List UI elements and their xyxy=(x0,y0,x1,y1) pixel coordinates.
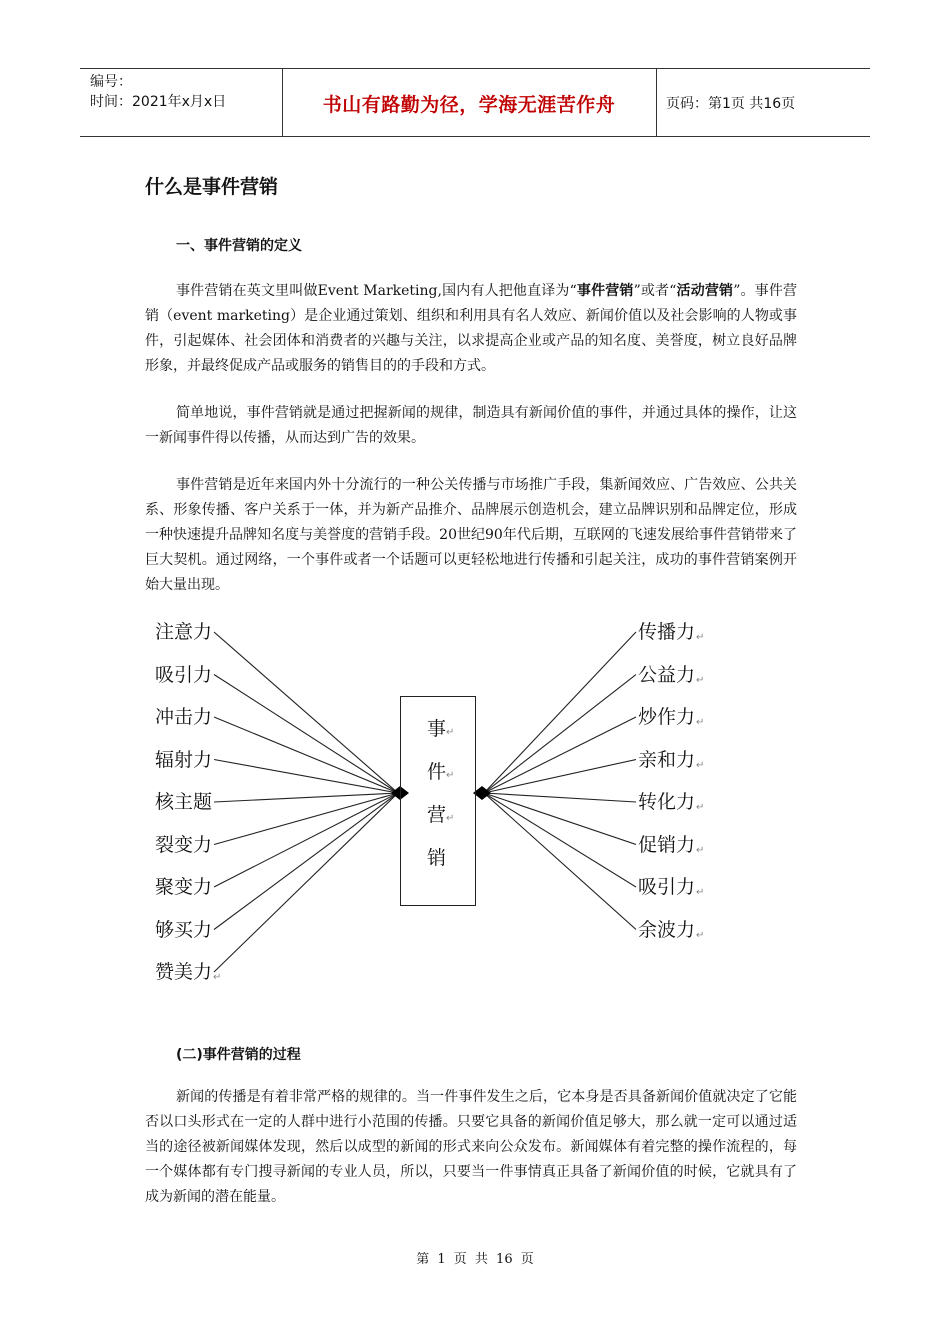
left-label-5: 核主题 xyxy=(155,791,213,813)
center-char-2: 件↵ xyxy=(427,761,455,783)
header-motto: 书山有路勤为径，学海无涯苦作舟 xyxy=(322,94,616,116)
right-label-1: 传播力↵ xyxy=(638,621,705,643)
left-connector-3 xyxy=(214,717,398,793)
right-connector-1 xyxy=(484,632,636,793)
right-connector-3 xyxy=(484,717,636,793)
date-line: 时间：2021年x月x日 xyxy=(90,94,227,110)
right-label-7: 吸引力↵ xyxy=(638,876,705,898)
left-connector-7 xyxy=(214,793,398,887)
right-label-4: 亲和力↵ xyxy=(638,748,705,771)
p1-text-2: ”或者“ xyxy=(633,283,677,299)
p1-bold-2: 活动营销 xyxy=(676,283,734,299)
right-connector-7 xyxy=(484,793,636,887)
document-title: 什么是事件营销 xyxy=(145,176,279,198)
section2-paragraph-1: 新闻的传播是有着非常严格的规律的。当一件事件发生之后，它本身是否具备新闻价值就决定了它能否以口头形式在一定的人群中进行小范围的传播。只要它具备的新闻价值足够大，那么就一定可以通过适当的途径被新闻媒体发现，然后以成型的新闻的形式来向公众发布。新闻媒体有着完整的操作流程的，每一个媒体都有专门搜寻新闻的专业人员，所以，只要当一件事情真正具备了新闻价值的时候，它就具有了成为新闻的潜在能量。 xyxy=(145,1089,797,1205)
section1-heading: 一、事件营销的定义 xyxy=(176,238,302,254)
left-label-6: 裂变力 xyxy=(155,833,213,856)
left-connector-4 xyxy=(214,760,398,794)
right-label-3: 炒作力↵ xyxy=(638,706,705,728)
left-label-2: 吸引力 xyxy=(155,663,213,686)
section1-paragraph-2: 简单地说，事件营销就是通过把握新闻的规律，制造具有新闻价值的事件，并通过具体的操作，让这一新闻事件得以传播，从而达到广告的效果。 xyxy=(145,405,797,446)
right-connector-4 xyxy=(484,760,636,794)
p1-text-3: ”。事件营销（event marketing）是企业通过策划、组织和利用具有名人效应、新闻价值以及社会影响的人物或事件，引起媒体、社会团体和消费者的兴趣与关注，以求提高企业或产品的知名度、美誉度，树立良好品牌形象，并最终促成产品或服务的销售目的的手段和方式。 xyxy=(145,283,797,374)
left-connector-1 xyxy=(214,632,398,793)
p1-text-1: 事件营销在英文里叫做Event Marketing,国内有人把他直译为“ xyxy=(176,283,577,299)
left-label-3: 冲击力 xyxy=(155,706,213,728)
section2-heading: (二)事件营销的过程 xyxy=(176,1047,301,1063)
header-page-info: 页码：第1页 共16页 xyxy=(666,96,796,112)
serial-label: 编号： xyxy=(90,74,132,90)
left-label-4: 辐射力 xyxy=(155,748,213,771)
right-connector-8 xyxy=(484,793,636,930)
right-connector-2 xyxy=(484,675,636,794)
right-label-2: 公益力↵ xyxy=(638,663,705,686)
left-connector-8 xyxy=(214,793,398,930)
section1-paragraph-3: 事件营销是近年来国内外十分流行的一种公关传播与市场推广手段，集新闻效应、广告效应、公共关系、形象传播、客户关系于一体，并为新产品推介、品牌展示创造机会，建立品牌识别和品牌定位，形成一种快速提升品牌知名度与美誉度的营销手段。20世纪90年代后期，互联网的飞速发展给事件营销带来了巨大契机。通过网络，一个事件或者一个话题可以更轻松地进行传播和引起关注，成功的事件营销案例开始大量出现。 xyxy=(145,477,797,593)
right-label-8: 余波力↵ xyxy=(638,918,705,941)
left-label-9: 赞美力↵ xyxy=(155,961,222,983)
right-label-5: 转化力↵ xyxy=(638,791,705,813)
right-label-6: 促销力↵ xyxy=(638,833,705,856)
left-label-8: 够买力 xyxy=(155,918,213,941)
left-connector-9 xyxy=(214,793,398,972)
center-char-4: 销 xyxy=(427,847,447,869)
left-connector-2 xyxy=(214,675,398,794)
left-label-1: 注意力 xyxy=(155,621,213,643)
page-footer: 第 1 页 共 16 页 xyxy=(416,1252,534,1267)
center-char-1: 事↵ xyxy=(427,718,455,740)
center-char-3: 营↵ xyxy=(427,804,455,826)
p1-bold-1: 事件营销 xyxy=(576,283,634,299)
left-label-7: 聚变力 xyxy=(155,876,213,898)
